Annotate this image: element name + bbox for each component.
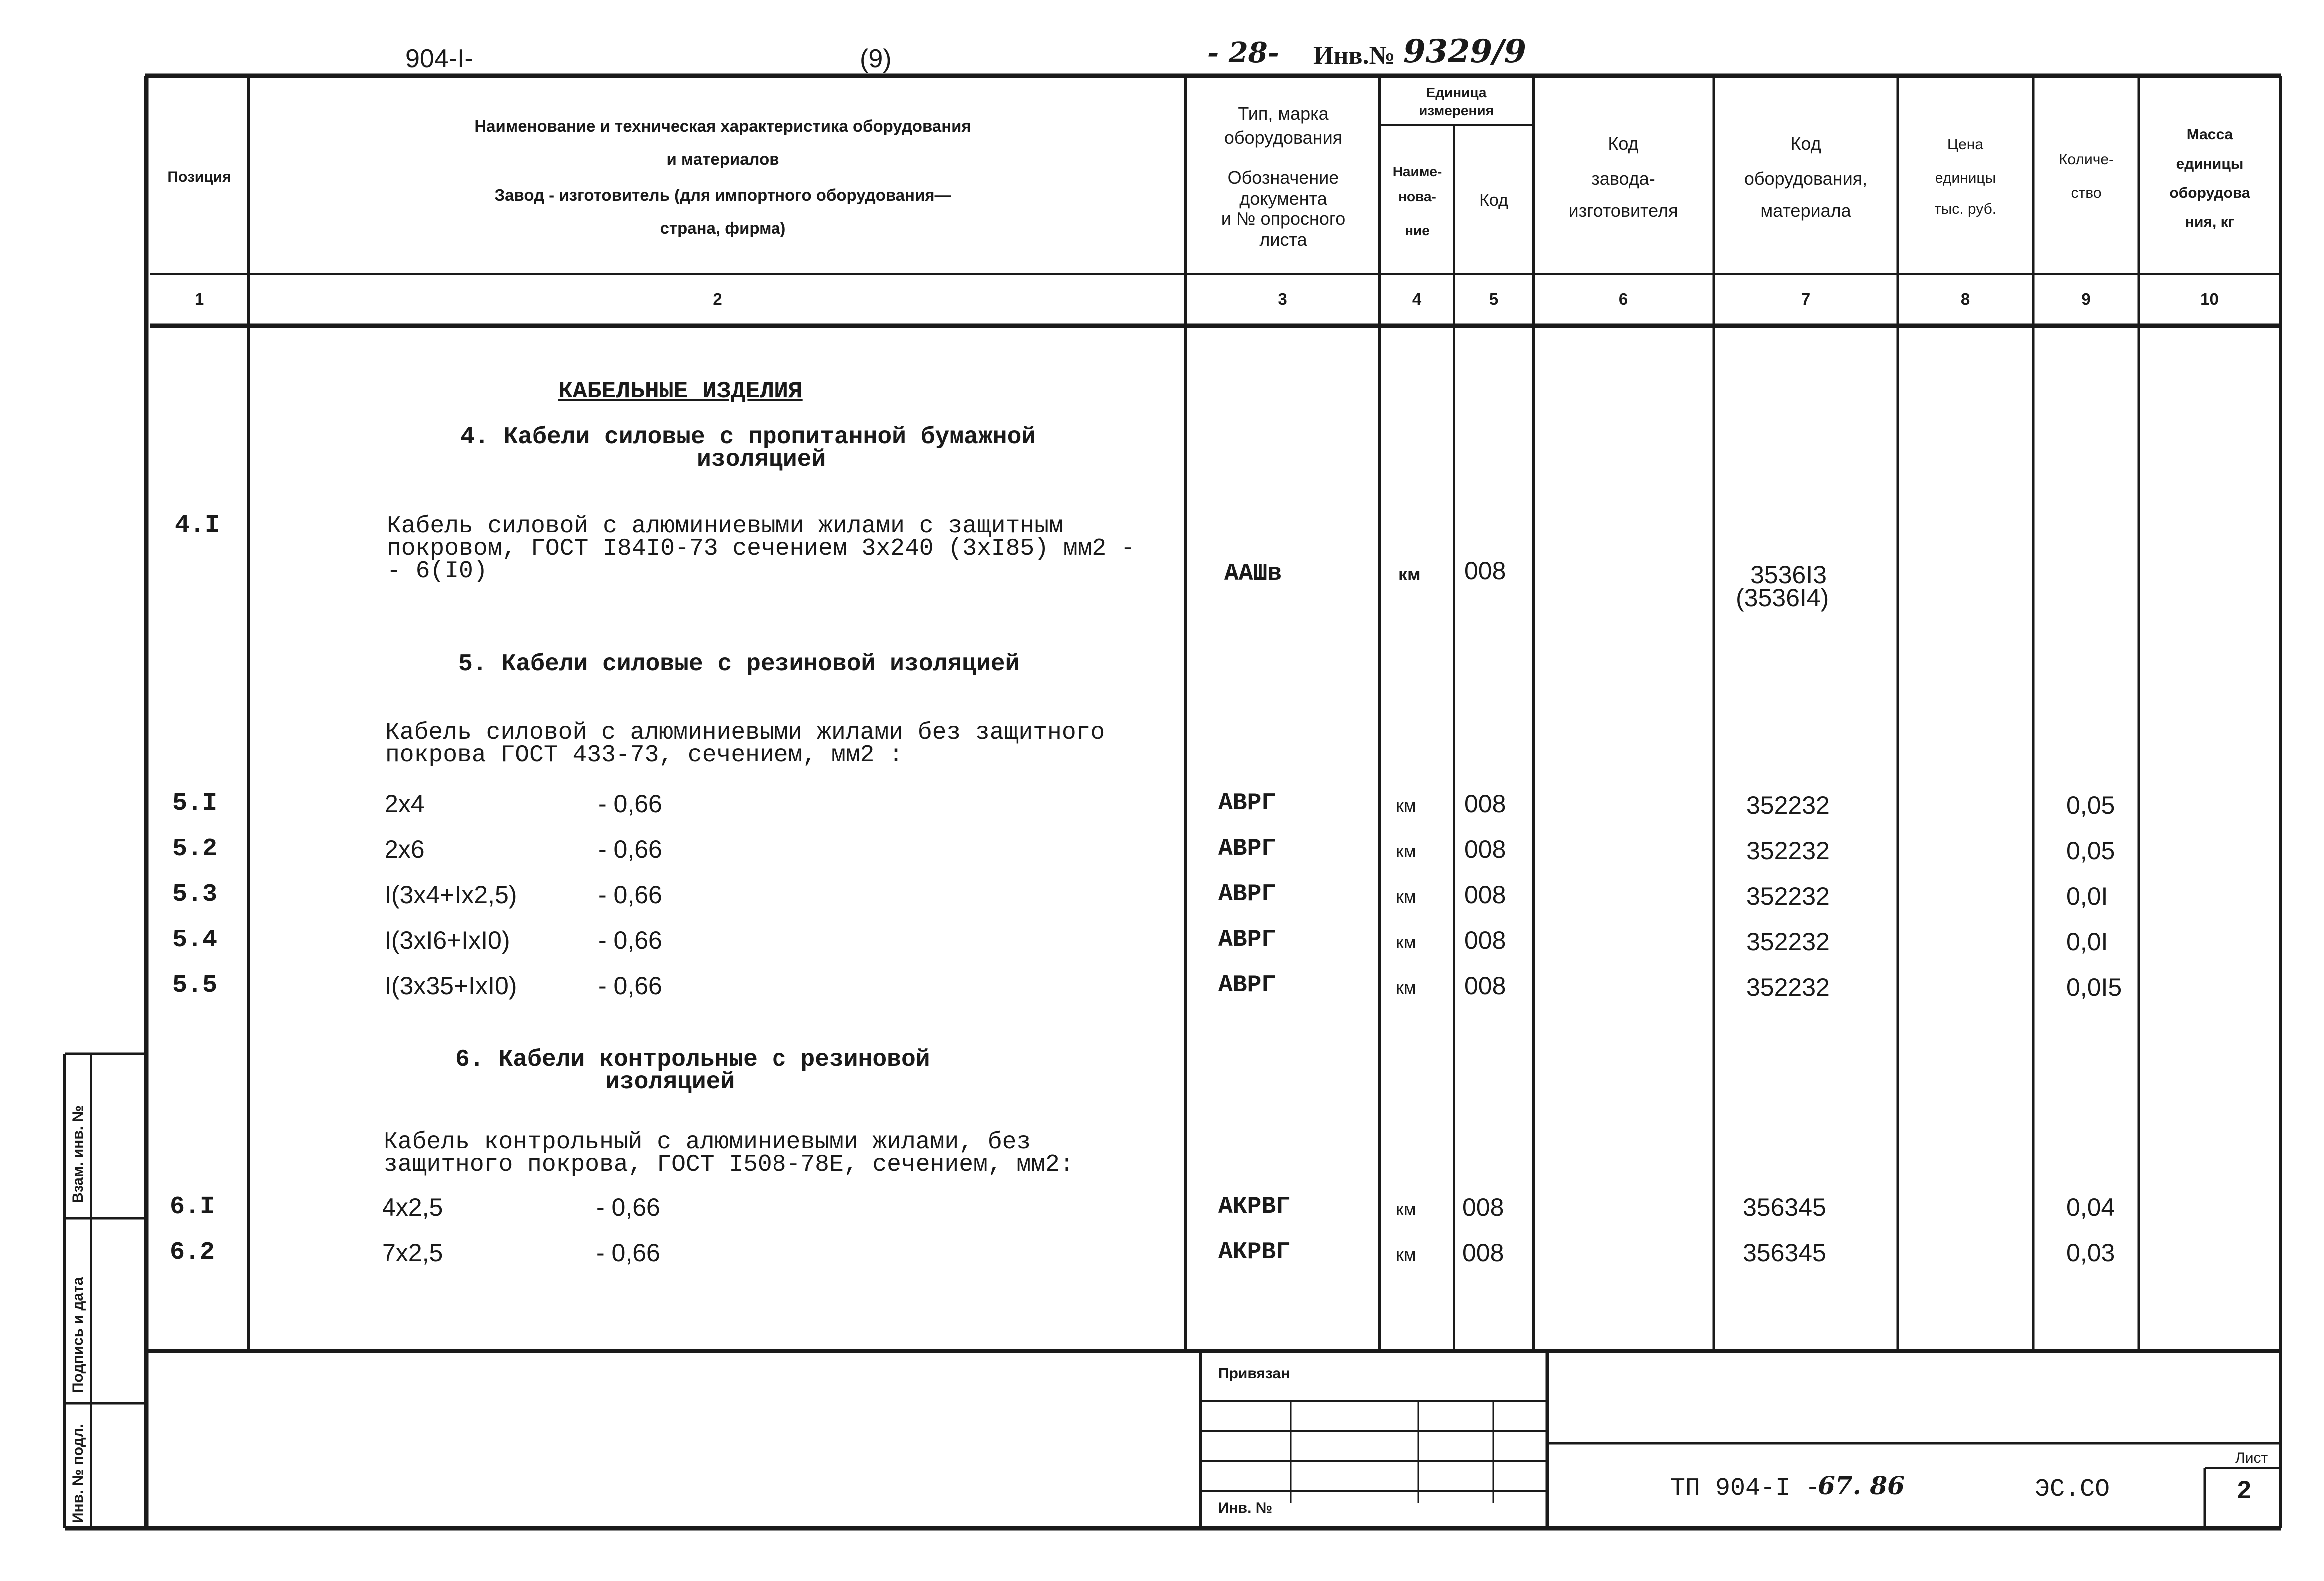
row-4-1-material-code-line2: (3536I4) [1736, 584, 1829, 612]
row-unit-code: 008 [1462, 1193, 1504, 1221]
header-quantity-line1: Количе- [2058, 151, 2114, 168]
header-unit-line2: измерения [1419, 103, 1494, 118]
row-unit-code: 008 [1464, 835, 1506, 863]
row-material-code: 352232 [1746, 791, 1830, 819]
row-quantity: 0,0I [2066, 882, 2108, 910]
header-type-line4: документа [1239, 188, 1327, 209]
header-type-line6: листа [1259, 229, 1307, 250]
column-number-9: 9 [2081, 290, 2091, 308]
header-name-line3: Завод - изготовитель (для импортного оборудования— [494, 186, 951, 204]
row-type: АКРВГ [1218, 1239, 1291, 1266]
row-unit: км [1396, 886, 1416, 907]
row-unit: км [1396, 932, 1416, 952]
row-unit: км [1396, 1244, 1416, 1265]
row-type: АКРВГ [1218, 1193, 1291, 1220]
header-price-line1: Цена [1947, 136, 1984, 153]
document-code-handwritten: 67. 86 [1818, 1471, 1905, 1500]
row-position: 5.5 [172, 971, 218, 1000]
row-quantity: 0,05 [2066, 791, 2115, 819]
row-voltage: - 0,66 [598, 790, 662, 818]
column-number-5: 5 [1489, 290, 1499, 308]
row-position: 5.4 [172, 926, 218, 954]
column-number-4: 4 [1412, 290, 1422, 308]
row-material-code: 352232 [1746, 928, 1830, 956]
row-unit: км [1396, 841, 1416, 861]
row-voltage: - 0,66 [598, 926, 662, 954]
page-number: - 28- [1207, 36, 1279, 69]
side-label-inv-original: Инв. № подл. [70, 1423, 86, 1523]
group-6-title-line1: 6. Кабели контрольные с резиновой [455, 1046, 930, 1073]
header-mass-line4: ния, кг [2185, 214, 2235, 230]
row-4-1-description-line3: - 6(I0) [387, 558, 488, 585]
row-unit: км [1396, 795, 1416, 816]
side-label-signature-date: Подпись и дата [70, 1277, 86, 1393]
inventory-number: 9329/9 [1403, 33, 1527, 70]
header-material-code-line1: Код [1790, 133, 1821, 154]
side-label-vzam-inv: Взам. инв. № [70, 1105, 86, 1203]
header-name-line1: Наименование и техническая характеристика оборудования [474, 117, 971, 135]
row-4-1-description-line1: Кабель силовой с алюминиевыми жилами с защитным [387, 513, 1063, 540]
row-type: АВРГ [1218, 835, 1276, 862]
row-4-1-description-line2: покровом, ГОСТ I84I0-73 сечением 3х240 (3хI85) мм2 - [387, 535, 1135, 562]
row-quantity: 0,0I [2066, 928, 2108, 956]
row-unit-code: 008 [1464, 881, 1506, 909]
header-unit-name-line2: нова- [1398, 189, 1436, 204]
row-material-code: 356345 [1743, 1193, 1826, 1221]
row-type: АВРГ [1218, 972, 1276, 999]
row-4-1-unit: км [1398, 564, 1421, 584]
row-section: 7х2,5 [382, 1239, 443, 1267]
row-quantity: 0,03 [2066, 1239, 2115, 1267]
row-section: I(3х4+Iх2,5) [385, 881, 517, 909]
column-number-1: 1 [194, 290, 204, 308]
row-4-1-unit-code: 008 [1464, 557, 1506, 585]
group-5-description-line2: покрова ГОСТ 433-73, сечением, мм2 : [386, 742, 903, 769]
row-section: I(3х35+IхI0) [385, 972, 517, 1000]
row-unit-code: 008 [1464, 926, 1506, 954]
series-code: 904-I- [405, 44, 473, 73]
document-mark: ЭС.СО [2035, 1475, 2110, 1504]
sheet-number: (9) [860, 44, 892, 73]
row-position: 5.2 [172, 835, 218, 863]
row-material-code: 352232 [1746, 837, 1830, 865]
row-unit-code: 008 [1464, 972, 1506, 1000]
row-unit-code: 008 [1462, 1239, 1504, 1267]
column-number-7: 7 [1801, 290, 1811, 308]
inventory-label: Инв.№ [1313, 41, 1395, 70]
sheet-value: 2 [2237, 1476, 2251, 1504]
header-unit-name-line1: Наиме- [1392, 164, 1442, 179]
group-5-description-line1: Кабель силовой с алюминиевыми жилами без защитного [386, 719, 1105, 746]
header-mass-line1: Масса [2186, 126, 2233, 143]
row-position: 5.I [172, 790, 218, 818]
header-unit-line1: Единица [1426, 85, 1487, 100]
header-factory-code-line3: изготовителя [1568, 200, 1678, 221]
header-type-line1: Тип, марка [1238, 103, 1329, 124]
row-section: 2х4 [385, 790, 425, 818]
stamp-privyazan: Привязан [1218, 1365, 1290, 1382]
column-number-3: 3 [1278, 290, 1287, 308]
row-quantity: 0,04 [2066, 1193, 2115, 1221]
group-6-title-line2: изоляцией [605, 1069, 735, 1096]
row-voltage: - 0,66 [598, 881, 662, 909]
header-unit-code: Код [1479, 191, 1508, 210]
header-position: Позиция [167, 169, 231, 185]
header-type-line5: и № опросного [1221, 208, 1346, 229]
sheet-label: Лист [2235, 1450, 2268, 1466]
row-type: АВРГ [1218, 926, 1276, 953]
header-material-code-line3: материала [1760, 200, 1851, 221]
row-position: 5.3 [172, 880, 218, 909]
row-material-code: 352232 [1746, 882, 1830, 910]
header-price-line2: единицы [1935, 170, 1996, 186]
stamp-inventory-no: Инв. № [1218, 1500, 1273, 1516]
row-type: АВРГ [1218, 881, 1276, 908]
row-unit: км [1396, 1199, 1416, 1219]
row-voltage: - 0,66 [598, 972, 662, 1000]
header-material-code-line2: оборудования, [1744, 168, 1868, 189]
group-4-title-line1: 4. Кабели силовые с пропитанной бумажной [460, 424, 1036, 451]
group-4-title-line2: изоляцией [697, 446, 826, 473]
row-4-1-material-code-line1: 3536I3 [1750, 561, 1827, 589]
row-voltage: - 0,66 [596, 1193, 660, 1221]
row-quantity: 0,0I5 [2066, 973, 2122, 1001]
row-position: 6.2 [170, 1238, 215, 1267]
header-price-line3: тыс. руб. [1934, 201, 1997, 217]
header-mass-line2: единицы [2176, 156, 2244, 172]
section-title: КАБЕЛЬНЫЕ ИЗДЕЛИЯ [558, 378, 803, 405]
row-section: I(3хI6+IхI0) [385, 926, 510, 954]
row-unit: км [1396, 977, 1416, 998]
row-4-1-type: ААШв [1224, 560, 1282, 587]
header-name-line4: страна, фирма) [660, 219, 786, 237]
group-6-description-line1: Кабель контрольный с алюминиевыми жилами, без [384, 1129, 1031, 1156]
header-factory-code-line1: Код [1608, 133, 1639, 154]
row-unit-code: 008 [1464, 790, 1506, 818]
row-quantity: 0,05 [2066, 837, 2115, 865]
header-type-line2: оборудования [1224, 127, 1343, 148]
column-number-6: 6 [1618, 290, 1628, 308]
document-code: ТП 904-I - [1670, 1474, 1821, 1503]
header-quantity-line2: ство [2071, 185, 2102, 201]
row-material-code: 356345 [1743, 1239, 1826, 1267]
header-mass-line3: оборудова [2169, 185, 2250, 201]
header-name-line2: и материалов [666, 150, 779, 168]
column-number-8: 8 [1960, 290, 1970, 308]
column-number-10: 10 [2200, 290, 2219, 308]
column-number-2: 2 [713, 290, 722, 308]
row-position: 6.I [170, 1193, 215, 1221]
row-type: АВРГ [1218, 790, 1276, 817]
row-voltage: - 0,66 [596, 1239, 660, 1267]
group-6-description-line2: защитного покрова, ГОСТ I508-78Е, сечением, мм2: [384, 1151, 1074, 1178]
header-type-line3: Обозначение [1227, 167, 1339, 188]
group-5-title: 5. Кабели силовые с резиновой изоляцией [458, 651, 1020, 678]
row-section: 4х2,5 [382, 1193, 443, 1221]
row-4-1-position: 4.I [175, 511, 220, 540]
row-section: 2х6 [385, 835, 425, 863]
row-voltage: - 0,66 [598, 835, 662, 863]
header-factory-code-line2: завода- [1591, 168, 1655, 189]
row-material-code: 352232 [1746, 973, 1830, 1001]
header-unit-name-line3: ние [1405, 223, 1430, 238]
